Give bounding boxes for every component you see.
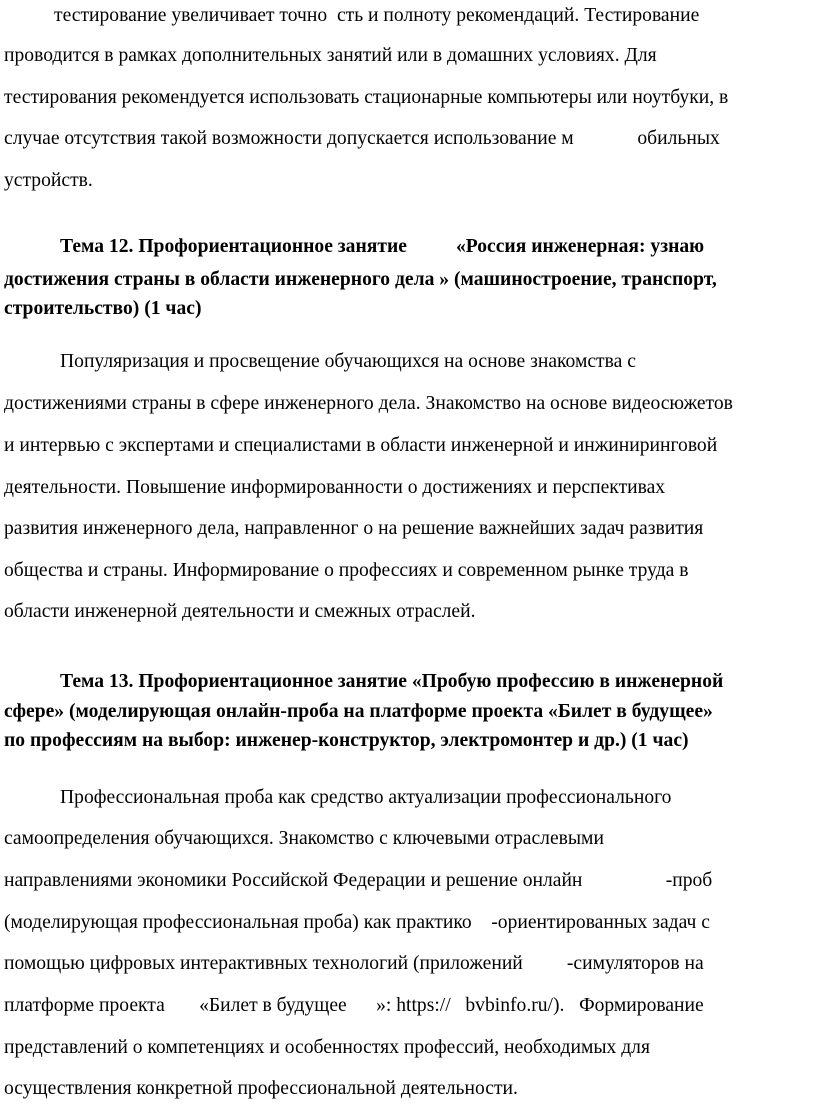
text-line: достижениями страны в сфере инженерного дела. Знакомство на основе видеосюжетов — [4, 393, 733, 414]
topic-13-heading: Тема 13. Профориентационное занятие «Пробую профессию в инженерной — [60, 671, 724, 692]
text-line: развития инженерного дела, направленног о на решение важнейших задач развития — [4, 518, 704, 539]
text-line: и интервью с экспертами и специалистами в области инженерной и инжиниринговой — [4, 435, 718, 456]
text-line: тестирование увеличивает точно сть и полноту рекомендаций. Тестирование — [54, 5, 700, 26]
text-line: осуществления конкретной профессиональной деятельности. — [4, 1078, 518, 1099]
text-line: платформе проекта «Билет в будущее »: https:// bvbinfo.ru/). Формирование — [4, 995, 704, 1016]
text-line: (моделирующая профессиональная проба) как практико -ориентированных задач с — [4, 912, 710, 933]
text-line: тестирования рекомендуется использовать стационарные компьютеры или ноутбуки, в — [4, 87, 729, 108]
text-line: деятельности. Повышение информированности о достижениях и перспективах — [4, 477, 666, 498]
text-line: помощью цифровых интерактивных технологий (приложений -симуляторов на — [4, 953, 704, 974]
text-line: Профессиональная проба как средство актуализации профессионального — [60, 787, 672, 808]
text-line: направлениями экономики Российской Федерации и решение онлайн -проб — [4, 870, 713, 891]
topic-13-heading: по профессиям на выбор: инженер-конструктор, электромонтер и др.) (1 час) — [4, 730, 689, 751]
topic-12-heading: достижения страны в области инженерного дела » (машиностроение, транспорт, — [4, 269, 717, 290]
topic-13-heading: сфере» (моделирующая онлайн-проба на платформе проекта «Билет в будущее» — [4, 701, 713, 722]
text-line: устройств. — [4, 170, 93, 191]
topic-12-heading: Тема 12. Профориентационное занятие «Россия инженерная: узнаю — [60, 236, 705, 257]
text-line: области инженерной деятельности и смежных отраслей. — [4, 601, 476, 622]
text-line: случае отсутствия такой возможности допускается использование м обильных — [4, 128, 720, 149]
text-line: общества и страны. Информирование о профессиях и современном рынке труда в — [4, 560, 689, 581]
text-line: представлений о компетенциях и особенностях профессий, необходимых для — [4, 1037, 650, 1058]
topic-12-heading: строительство) (1 час) — [4, 298, 202, 319]
text-line: проводится в рамках дополнительных занятий или в домашних условиях. Для — [4, 45, 657, 66]
text-line: Популяризация и просвещение обучающихся на основе знакомства с — [60, 351, 636, 372]
text-line: самоопределения обучающихся. Знакомство с ключевыми отраслевыми — [4, 828, 604, 849]
